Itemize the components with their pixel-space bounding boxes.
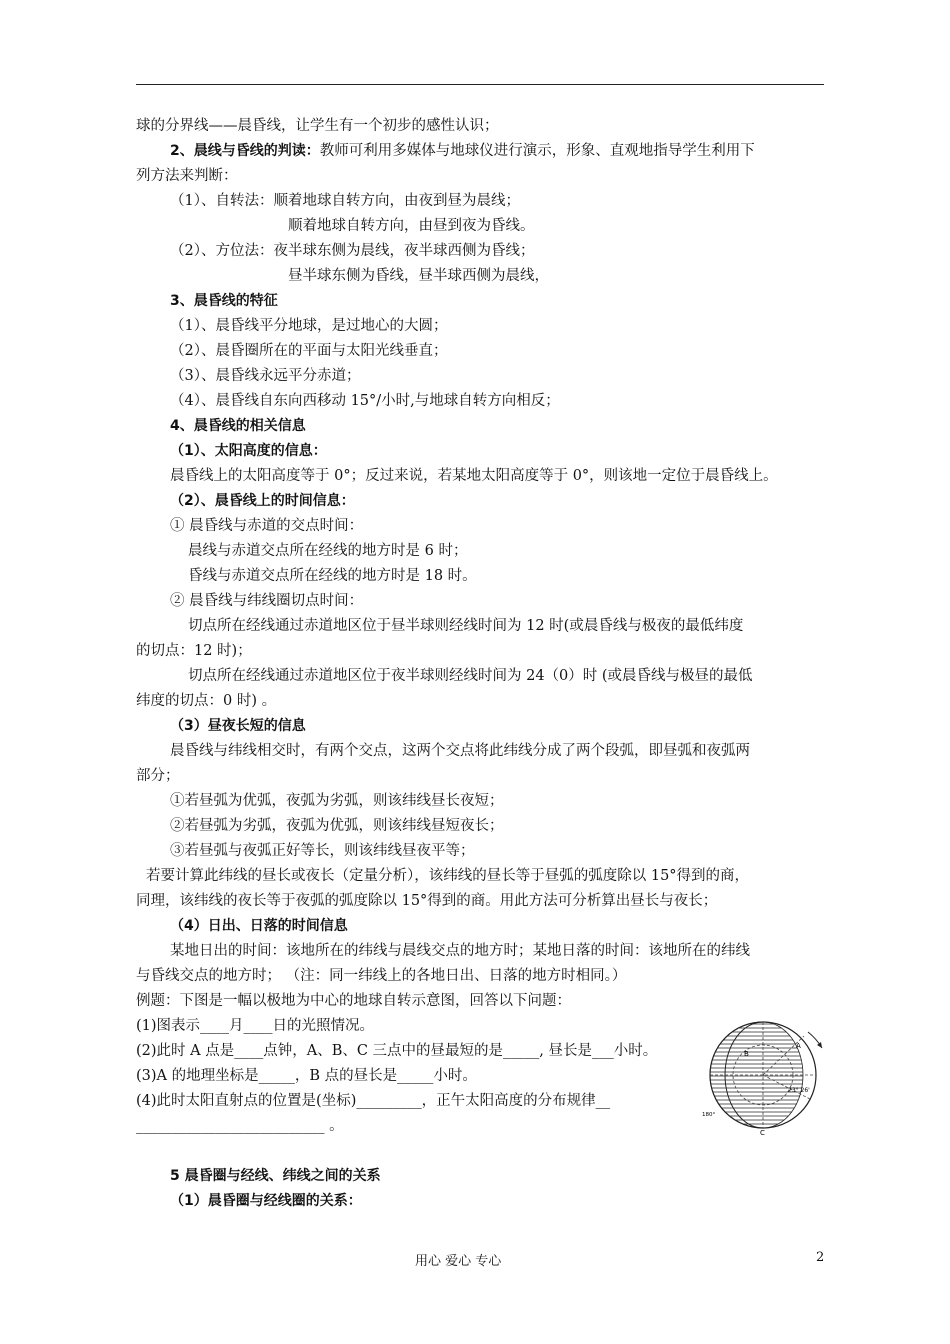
text-line: 某地日出的时间：该地所在的纬线与晨线交点的地方时；某地日落的时间：该地所在的纬线 <box>170 943 750 959</box>
text-line: 切点所在经线通过赤道地区位于夜半球则经线时间为 24（0）时 (或晨昏线与极昼的最低 <box>188 668 753 684</box>
text-line: 晨昏线上的太阳高度等于 0°；反过来说，若某地太阳高度等于 0°，则该地一定位于晨昏线上。 <box>170 468 778 484</box>
label-c: C <box>760 1129 765 1136</box>
text-line: （1）、自转法：顺着地球自转方向，由夜到昼为晨线； <box>170 193 520 209</box>
section-heading: （4）日出、日落的时间信息 <box>170 918 348 934</box>
text-line: （1）、晨昏线平分地球，是过地心的大圆； <box>170 318 448 334</box>
text-line: 的切点：12 时)； <box>136 643 252 659</box>
text-line: 列方法来判断： <box>136 168 238 184</box>
text-line: （2）、方位法：夜半球东侧为晨线，夜半球西侧为昏线； <box>170 243 535 259</box>
section-heading: （3）昼夜长短的信息 <box>170 718 306 734</box>
text-line: 例题：下图是一幅以极地为中心的地球自转示意图，回答以下问题： <box>136 993 571 1009</box>
text-line: 同理，该纬线的夜长等于夜弧的弧度除以 15°得到的商。用此方法可分析算出昼长与夜长； <box>136 893 718 909</box>
text-line: 昼半球东侧为昏线，昼半球西侧为晨线， <box>288 268 549 284</box>
text-line: （4）、晨昏线自东向西移动 15°/小时,与地球自转方向相反； <box>170 393 560 409</box>
text-line: ② 晨昏线与纬线圈切点时间： <box>170 593 364 609</box>
text-line: 部分； <box>136 768 180 784</box>
section-heading: 3、晨昏线的特征 <box>170 293 278 309</box>
label-meridian: 180° <box>702 1112 716 1118</box>
label-angle: 23° 26' <box>788 1087 810 1094</box>
text-line: ①若昼弧为优弧，夜弧为劣弧，则该纬线昼长夜短； <box>170 793 504 809</box>
section-heading: （1）、太阳高度的信息： <box>170 443 327 459</box>
text-line: （3）、晨昏线永远平分赤道； <box>170 368 361 384</box>
text-line: (2)此时 A 点是____点钟，A、B、C 三点中的昼最短的是_____, 昼长是___小时。 <box>136 1043 658 1059</box>
text-line: 球的分界线——晨昏线，让学生有一个初步的感性认识； <box>136 118 499 134</box>
text-line: 晨线与赤道交点所在经线的地方时是 6 时； <box>188 543 468 559</box>
section-heading: （2）、晨昏线上的时间信息： <box>170 493 355 509</box>
text-line: ① 晨昏线与赤道的交点时间： <box>170 518 364 534</box>
text-line: 切点所在经线通过赤道地区位于昼半球则经线时间为 12 时(或晨昏线与极夜的最低纬度 <box>188 618 744 634</box>
earth-rotation-diagram <box>700 1014 830 1136</box>
label-b: B <box>744 1050 749 1058</box>
section-heading: 4、晨昏线的相关信息 <box>170 418 306 434</box>
text-line: (3)A 的地理坐标是_____，B 点的昼长是_____小时。 <box>136 1068 477 1084</box>
page-number: 2 <box>816 1250 825 1265</box>
text-line: (4)此时太阳直射点的位置是(坐标)_________，正午太阳高度的分布规律__ <box>136 1093 611 1109</box>
text-line: 晨昏线与纬线相交时，有两个交点，这两个交点将此纬线分成了两个段弧，即昼弧和夜弧两 <box>170 743 750 759</box>
text-line: （2）、晨昏圈所在的平面与太阳光线垂直； <box>170 343 448 359</box>
header-rule <box>136 84 824 85</box>
text-line: 与昏线交点的地方时； （注：同一纬线上的各地日出、日落的地方时相同。） <box>136 968 627 984</box>
text-line: (1)图表示____月____日的光照情况。 <box>136 1018 375 1034</box>
label-a: A <box>796 1042 801 1050</box>
text-line: 昏线与赤道交点所在经线的地方时是 18 时。 <box>188 568 477 584</box>
text-line: __________________________ 。 <box>136 1118 344 1134</box>
section-heading: 2、晨线与昏线的判读：教师可利用多媒体与地球仪进行演示，形象、直观地指导学生利用下 <box>170 143 755 159</box>
text-line: 纬度的切点：0 时) 。 <box>136 693 277 709</box>
text-line: 顺着地球自转方向，由昼到夜为昏线。 <box>288 218 535 234</box>
section-heading: 5 晨昏圈与经线、纬线之间的关系 <box>170 1168 381 1184</box>
text-line: 若要计算此纬线的昼长或夜长（定量分析），该纬线的昼长等于昼弧的弧度除以 15°得到的商， <box>146 868 750 884</box>
text-line: ②若昼弧为劣弧，夜弧为优弧，则该纬线昼短夜长； <box>170 818 504 834</box>
rotation-arrowhead <box>817 1042 822 1048</box>
footer-motto: 用心 爱心 专心 <box>415 1254 502 1269</box>
text-line: ③若昼弧与夜弧正好等长，则该纬线昼夜平等； <box>170 843 475 859</box>
section-heading: （1）晨昏圈与经线圈的关系： <box>170 1193 362 1209</box>
